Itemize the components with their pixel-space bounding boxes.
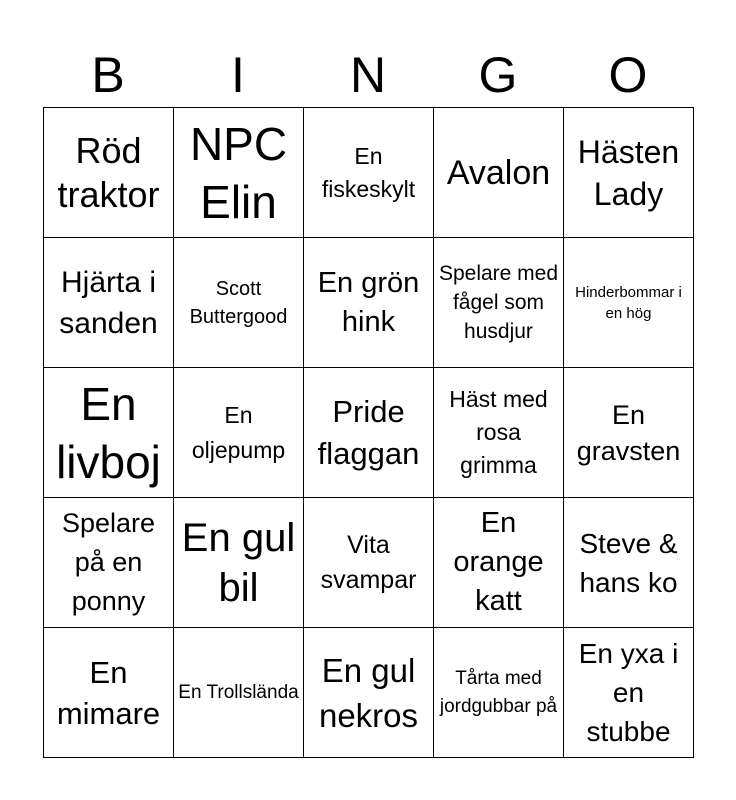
bingo-cell-text: NPC Elin — [189, 117, 288, 228]
bingo-cell-text: Steve & hans ko — [579, 527, 678, 598]
bingo-cell[interactable] — [44, 498, 174, 628]
bingo-cell[interactable] — [174, 628, 304, 758]
header-letter-g: G — [478, 47, 518, 103]
bingo-cell-text: En oljepump — [191, 401, 286, 463]
bingo-cell-text: En gravsten — [576, 399, 681, 466]
bingo-header — [43, 44, 693, 106]
bingo-cell-text: Häst med rosa grimma — [449, 386, 548, 478]
bingo-cell-text: En mimare — [56, 654, 161, 731]
bingo-cell[interactable] — [304, 498, 434, 628]
header-letter-b: B — [91, 47, 125, 103]
bingo-cell-text: Röd traktor — [57, 129, 160, 215]
bingo-cell[interactable] — [434, 628, 564, 758]
bingo-cell-text: Avalon — [446, 153, 551, 192]
bingo-cell[interactable] — [174, 368, 304, 498]
bingo-cell-text: En Trollslända — [178, 681, 299, 703]
bingo-cell[interactable] — [564, 498, 694, 628]
bingo-cell[interactable] — [44, 238, 174, 368]
bingo-cell[interactable] — [564, 368, 694, 498]
bingo-cell-text: En orange katt — [453, 507, 544, 617]
bingo-cell-text: Scott Buttergood — [189, 277, 288, 328]
bingo-cell-text: Hästen Lady — [577, 133, 680, 212]
bingo-cell[interactable] — [564, 238, 694, 368]
bingo-cell-text: En gul bil — [181, 515, 296, 610]
bingo-cell[interactable] — [174, 238, 304, 368]
bingo-cell[interactable] — [174, 498, 304, 628]
bingo-cell[interactable] — [304, 628, 434, 758]
bingo-cell-text: Hinderbommar i en hög — [575, 283, 682, 322]
bingo-cell[interactable] — [434, 108, 564, 238]
header-letter-n: N — [349, 47, 387, 103]
bingo-cell[interactable] — [304, 368, 434, 498]
bingo-cell-text: Hjärta i sanden — [59, 265, 158, 340]
bingo-cell[interactable] — [304, 238, 434, 368]
bingo-cell-text: Tårta med jordgubbar på — [439, 667, 558, 717]
bingo-cell[interactable] — [44, 628, 174, 758]
bingo-cell-text: En grön hink — [317, 266, 420, 338]
bingo-cell-text: En gul nekros — [318, 651, 419, 734]
bingo-cell-text: En yxa i en stubbe — [578, 638, 679, 747]
bingo-cell-text: En fiskeskylt — [321, 142, 416, 202]
bingo-cell[interactable] — [434, 368, 564, 498]
bingo-cell[interactable] — [434, 498, 564, 628]
bingo-cell[interactable] — [44, 368, 174, 498]
header-letter-i: I — [231, 47, 245, 103]
bingo-cell[interactable] — [564, 108, 694, 238]
bingo-cell[interactable] — [564, 628, 694, 758]
bingo-cell[interactable] — [434, 238, 564, 368]
bingo-cell-text: Vita svampar — [320, 530, 417, 594]
bingo-cell[interactable] — [304, 108, 434, 238]
bingo-cell[interactable] — [44, 108, 174, 238]
bingo-cell-text: Pride flaggan — [317, 393, 420, 471]
bingo-cell[interactable] — [174, 108, 304, 238]
bingo-cell-text: Spelare med fågel som husdjur — [438, 262, 559, 343]
bingo-grid — [43, 107, 694, 758]
header-letter-o: O — [608, 47, 648, 103]
bingo-cell-text: Spelare på en ponny — [61, 508, 156, 616]
bingo-cell-text: En livboj — [56, 377, 161, 488]
